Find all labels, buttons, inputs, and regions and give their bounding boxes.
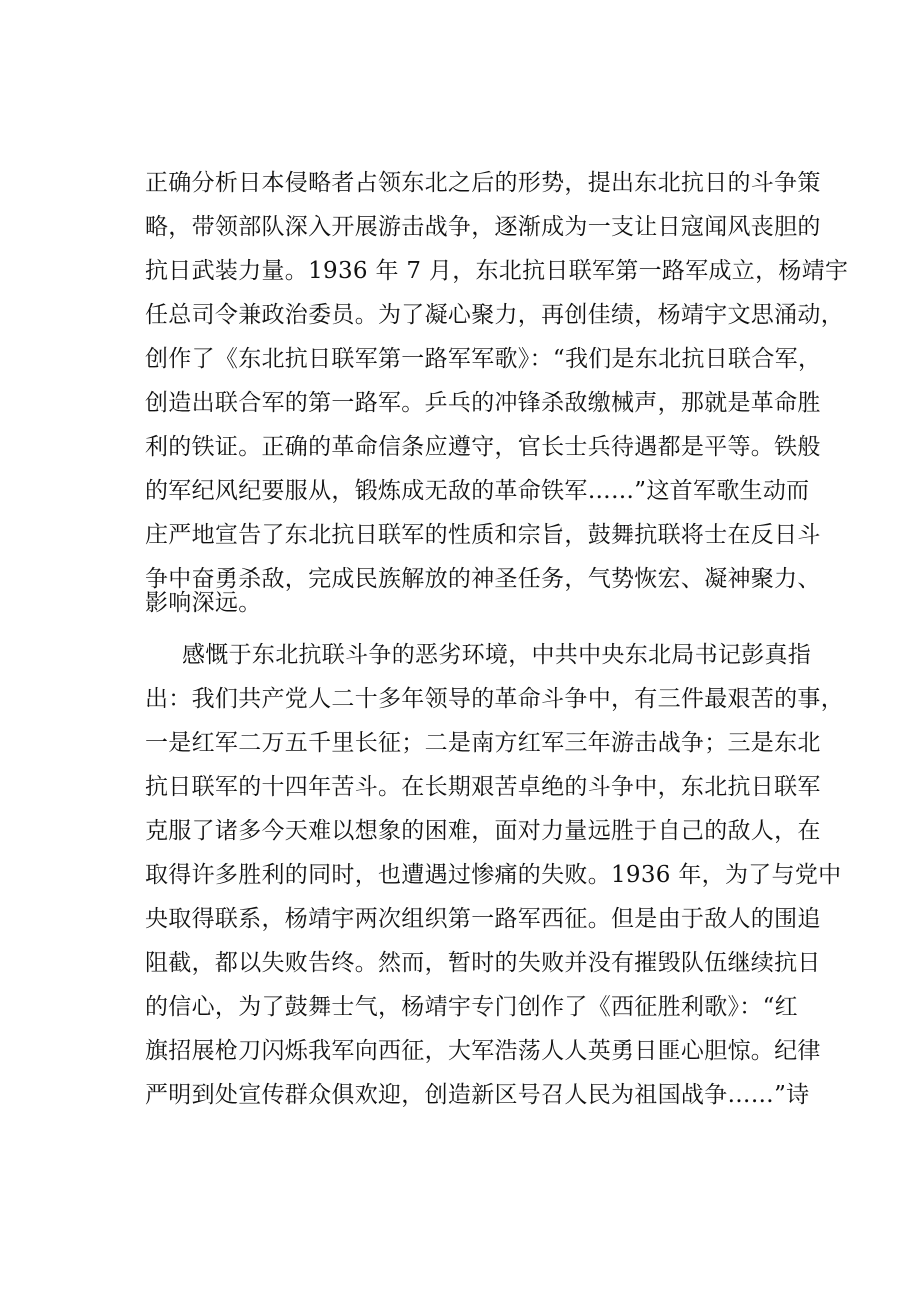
paragraph-2-line-1: 感慨于东北抗联斗争的恶劣环境，中共中央东北局书记彭真指 bbox=[182, 642, 812, 668]
paragraph-1-line-8: 的军纪风纪要服从，锻炼成无敌的革命铁军……”这首军歌生动而 bbox=[145, 478, 810, 504]
paragraph-2-line-10: 旗招展枪刀闪烁我军向西征，大军浩荡人人英勇日匪心胆惊。纪律 bbox=[145, 1038, 821, 1064]
paragraph-2-line-9: 的信心，为了鼓舞士气，杨靖宇专门创作了《西征胜利歌》：“红 bbox=[145, 994, 798, 1020]
paragraph-1-line-9: 庄严地宣告了东北抗日联军的性质和宗旨，鼓舞抗联将士在反日斗 bbox=[145, 522, 821, 548]
paragraph-1-line-1: 正确分析日本侵略者占领东北之后的形势，提出东北抗日的斗争策 bbox=[145, 170, 821, 196]
paragraph-1-line-10: 争中奋勇杀敌，完成民族解放的神圣任务，气势恢宏、凝神聚力、 bbox=[145, 566, 821, 592]
paragraph-1-line-3: 抗日武装力量。1936 年 7 月，东北抗日联军第一路军成立，杨靖宇 bbox=[145, 258, 849, 284]
paragraph-1-line-11: 影响深远。 bbox=[145, 590, 262, 616]
paragraph-1-line-4: 任总司令兼政治委员。为了凝心聚力，再创佳绩，杨靖宇文思涌动， bbox=[145, 302, 844, 328]
paragraph-2-line-4: 抗日联军的十四年苦斗。在长期艰苦卓绝的斗争中，东北抗日联军 bbox=[145, 774, 821, 800]
paragraph-2-line-7: 央取得联系，杨靖宇两次组织第一路军西征。但是由于敌人的围追 bbox=[145, 906, 821, 932]
paragraph-1-line-5: 创作了《东北抗日联军第一路军军歌》：“我们是东北抗日联合军， bbox=[145, 346, 822, 372]
paragraph-1-line-7: 利的铁证。正确的革命信条应遵守，官长士兵待遇都是平等。铁般 bbox=[145, 434, 821, 460]
paragraph-2-line-3: 一是红军二万五千里长征；二是南方红军三年游击战争；三是东北 bbox=[145, 730, 821, 756]
paragraph-1-line-2: 略，带领部队深入开展游击战争，逐渐成为一支让日寇闻风丧胆的 bbox=[145, 214, 821, 240]
paragraph-1-line-6: 创造出联合军的第一路军。乒乓的冲锋杀敌缴械声，那就是革命胜 bbox=[145, 390, 821, 416]
paragraph-2-line-5: 克服了诸多今天难以想象的困难，面对力量远胜于自己的敌人，在 bbox=[145, 818, 821, 844]
paragraph-2-line-6: 取得许多胜利的同时，也遭遇过惨痛的失败。1936 年，为了与党中 bbox=[145, 862, 842, 888]
paragraph-2-line-2: 出：我们共产党人二十多年领导的革命斗争中，有三件最艰苦的事， bbox=[145, 686, 844, 712]
paragraph-2-line-11: 严明到处宣传群众俱欢迎，创造新区号召人民为祖国战争……”诗 bbox=[145, 1082, 810, 1108]
paragraph-2-line-8: 阻截，都以失败告终。然而，暂时的失败并没有摧毁队伍继续抗日 bbox=[145, 950, 821, 976]
